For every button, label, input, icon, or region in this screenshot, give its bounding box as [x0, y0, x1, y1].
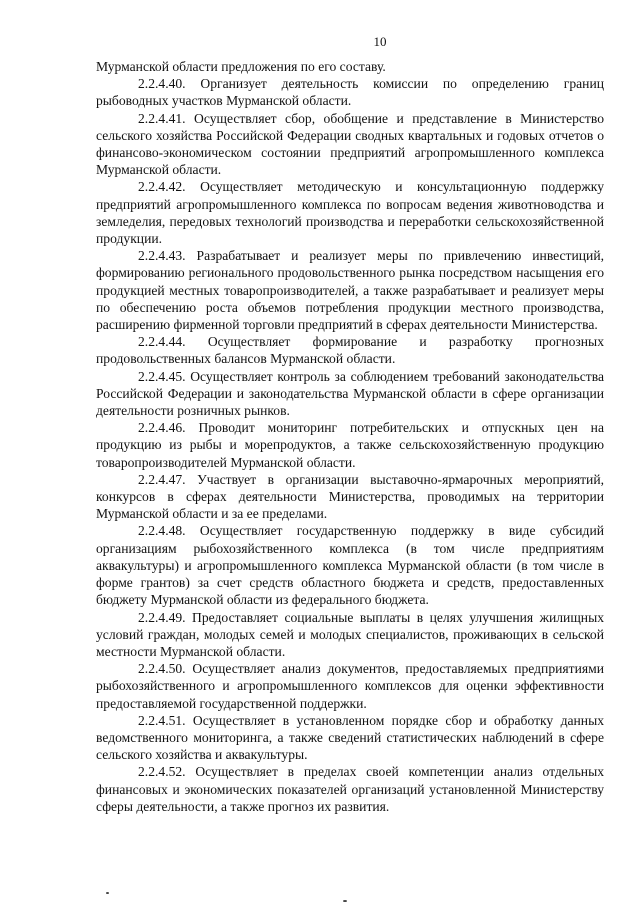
paragraph-2-2-4-48: 2.2.4.48. Осуществляет государственную поддержку в виде субсидий организациям рыбохозяйственного комплекса (в том числе предприятиям аквакультуры) и агропромышленного комплекса Мурманской области (в том числе в форме грантов) за счет средств областного бюджета и средств, предоставленных бюджету Мурманской области из федерального бюджета. [96, 523, 604, 608]
paragraph-2-2-4-43: 2.2.4.43. Разрабатывает и реализует меры по привлечению инвестиций, формированию регионального продовольственного рынка посредством насыщения его продукцией местных товаропроизводителей, а также разрабатывает и реализует меры по обеспечению роста объемов потребления продукции местного производства, расширению фирменной торговли предприятий в сферах деятельности Министерства. [96, 248, 604, 333]
paragraph-continuation: Мурманской области предложения по его составу. [96, 59, 386, 74]
paragraph-2-2-4-42: 2.2.4.42. Осуществляет методическую и консультационную поддержку предприятий агропромышленного комплекса по вопросам ведения животноводства и земледелия, передовых технологий производства и переработки сельскохозяйственной продукции. [96, 179, 604, 247]
paragraph-2-2-4-52: 2.2.4.52. Осуществляет в пределах своей компетенции анализ отдельных финансовых и экономических показателей организаций установленной Министерству сферы деятельности, а также прогноз их развития. [96, 764, 604, 814]
document-body [96, 58, 604, 815]
paragraph-2-2-4-41: 2.2.4.41. Осуществляет сбор, обобщение и представление в Министерство сельского хозяйства Российской Федерации сводных квартальных и годовых отчетов о финансово-экономическом состоянии предприятий агропромышленного комплекса Мурманской области. [96, 110, 604, 178]
paragraph-2-2-4-51: 2.2.4.51. Осуществляет в установленном порядке сбор и обработку данных ведомственного мониторинга, а также сведений статистических наблюдений в сфере сельского хозяйства и аквакультуры. [96, 712, 604, 763]
scan-speck [343, 900, 347, 902]
paragraph-2-2-4-46: 2.2.4.46. Проводит мониторинг потребительских и отпускных цен на продукцию из рыбы и морепродуктов, а также сельскохозяйственную продукцию товаропроизводителей Мурманской области. [96, 420, 604, 470]
paragraph-2-2-4-50: 2.2.4.50. Осуществляет анализ документов, предоставляемых предприятиями рыбохозяйственного и агропромышленного комплексов для оценки эффективности предоставляемой государственной поддержки. [96, 661, 604, 711]
paragraph-2-2-4-44: 2.2.4.44. Осуществляет формирование и разработку прогнозных продовольственных балансов Мурманской области. [96, 334, 604, 367]
paragraph-2-2-4-49: 2.2.4.49. Предоставляет социальные выплаты в целях улучшения жилищных условий граждан, молодых семей и молодых специалистов, проживающих в сельской местности Мурманской области. [96, 609, 604, 659]
scan-speck [106, 892, 109, 894]
paragraph-2-2-4-40: 2.2.4.40. Организует деятельность комиссии по определению границ рыбоводных участков Мурманской области. [96, 76, 604, 109]
paragraph-2-2-4-45: 2.2.4.45. Осуществляет контроль за соблюдением требований законодательства Российской Федерации и законодательства Мурманской области в сфере организации деятельности розничных рынков. [96, 368, 604, 419]
page-number: 10 [373, 34, 387, 49]
paragraph-2-2-4-47: 2.2.4.47. Участвует в организации выставочно-ярмарочных мероприятий, конкурсов в сферах деятельности Министерства, проводимых на территории Мурманской области и за ее пределами. [96, 471, 604, 522]
